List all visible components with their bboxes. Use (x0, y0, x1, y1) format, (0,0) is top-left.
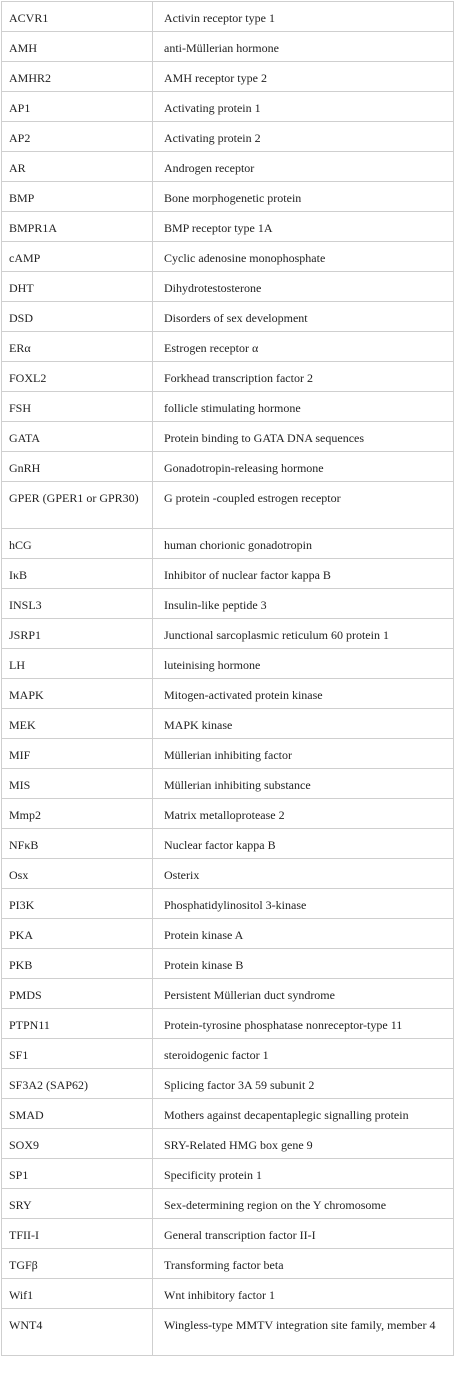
table-row (2, 529, 454, 559)
definition-cell: Splicing factor 3A 59 subunit 2 (153, 1069, 454, 1099)
table-row (2, 62, 454, 92)
definition-cell: Müllerian inhibiting factor (153, 739, 454, 769)
table-row (2, 1099, 454, 1129)
abbreviation-cell: BMP (2, 182, 153, 212)
definition-cell: Persistent Müllerian duct syndrome (153, 979, 454, 1009)
table-row (2, 679, 454, 709)
definition-cell: BMP receptor type 1A (153, 212, 454, 242)
table-row (2, 799, 454, 829)
definition-cell: Estrogen receptor α (153, 332, 454, 362)
definition-cell: Activating protein 2 (153, 122, 454, 152)
table-row (2, 1279, 454, 1309)
abbreviations-table-body (2, 2, 454, 1356)
definition-cell: Cyclic adenosine monophosphate (153, 242, 454, 272)
table-row (2, 212, 454, 242)
definition-cell: Insulin-like peptide 3 (153, 589, 454, 619)
abbreviation-cell: AP1 (2, 92, 153, 122)
abbreviation-cell: SF1 (2, 1039, 153, 1069)
definition-cell: Wnt inhibitory factor 1 (153, 1279, 454, 1309)
abbreviation-cell: Wif1 (2, 1279, 153, 1309)
table-row (2, 152, 454, 182)
definition-cell: luteinising hormone (153, 649, 454, 679)
abbreviation-cell: INSL3 (2, 589, 153, 619)
table-row (2, 422, 454, 452)
definition-cell: Protein kinase B (153, 949, 454, 979)
definition-cell: Disorders of sex development (153, 302, 454, 332)
definition-cell: Specificity protein 1 (153, 1159, 454, 1189)
definition-cell: Mothers against decapentaplegic signalling protein (153, 1099, 454, 1129)
abbreviation-cell: WNT4 (2, 1309, 153, 1356)
table-row (2, 452, 454, 482)
table-row (2, 482, 454, 529)
abbreviation-cell: SMAD (2, 1099, 153, 1129)
abbreviation-cell: AMHR2 (2, 62, 153, 92)
table-row (2, 332, 454, 362)
table-row (2, 302, 454, 332)
abbreviation-cell: IκB (2, 559, 153, 589)
abbreviation-cell: MIS (2, 769, 153, 799)
abbreviation-cell: cAMP (2, 242, 153, 272)
definition-cell: follicle stimulating hormone (153, 392, 454, 422)
table-row (2, 182, 454, 212)
table-row (2, 1009, 454, 1039)
definition-cell: Wingless-type MMTV integration site family, member 4 (153, 1309, 454, 1356)
table-row (2, 709, 454, 739)
definition-cell: Inhibitor of nuclear factor kappa B (153, 559, 454, 589)
definition-cell: Mitogen-activated protein kinase (153, 679, 454, 709)
table-row (2, 122, 454, 152)
abbreviation-cell: ERα (2, 332, 153, 362)
definition-cell: Dihydrotestosterone (153, 272, 454, 302)
table-row (2, 1039, 454, 1069)
table-row (2, 889, 454, 919)
abbreviation-cell: TGFβ (2, 1249, 153, 1279)
abbreviation-cell: hCG (2, 529, 153, 559)
abbreviation-cell: GATA (2, 422, 153, 452)
abbreviation-cell: Osx (2, 859, 153, 889)
table-row (2, 829, 454, 859)
table-row (2, 1219, 454, 1249)
definition-cell: Müllerian inhibiting substance (153, 769, 454, 799)
table-row (2, 92, 454, 122)
table-row (2, 769, 454, 799)
table-row (2, 1189, 454, 1219)
abbreviation-cell: GPER (GPER1 or GPR30) (2, 482, 153, 529)
abbreviation-cell: GnRH (2, 452, 153, 482)
abbreviation-cell: MAPK (2, 679, 153, 709)
definition-cell: Protein kinase A (153, 919, 454, 949)
table-row (2, 649, 454, 679)
definition-cell: human chorionic gonadotropin (153, 529, 454, 559)
abbreviation-cell: SF3A2 (SAP62) (2, 1069, 153, 1099)
definition-cell: Osterix (153, 859, 454, 889)
table-row (2, 2, 454, 32)
table-row (2, 619, 454, 649)
definition-cell: Forkhead transcription factor 2 (153, 362, 454, 392)
abbreviation-cell: NFκB (2, 829, 153, 859)
definition-cell: Sex-determining region on the Y chromosome (153, 1189, 454, 1219)
abbreviation-cell: FOXL2 (2, 362, 153, 392)
table-row (2, 392, 454, 422)
table-row (2, 272, 454, 302)
abbreviation-cell: MIF (2, 739, 153, 769)
definition-cell: G protein -coupled estrogen receptor (153, 482, 454, 529)
definition-cell: anti-Müllerian hormone (153, 32, 454, 62)
definition-cell: Androgen receptor (153, 152, 454, 182)
table-row (2, 362, 454, 392)
abbreviation-cell: FSH (2, 392, 153, 422)
abbreviations-table (1, 1, 454, 1356)
table-row (2, 919, 454, 949)
table-row (2, 1129, 454, 1159)
definition-cell: Activating protein 1 (153, 92, 454, 122)
abbreviation-cell: SOX9 (2, 1129, 153, 1159)
definition-cell: Nuclear factor kappa B (153, 829, 454, 859)
definition-cell: Protein-tyrosine phosphatase nonreceptor-type 11 (153, 1009, 454, 1039)
table-row (2, 1069, 454, 1099)
abbreviation-cell: Mmp2 (2, 799, 153, 829)
definition-cell: Gonadotropin-releasing hormone (153, 452, 454, 482)
abbreviation-cell: ACVR1 (2, 2, 153, 32)
table-row (2, 32, 454, 62)
table-row (2, 559, 454, 589)
table-row (2, 242, 454, 272)
table-row (2, 949, 454, 979)
table-row (2, 589, 454, 619)
table-row (2, 1309, 454, 1356)
abbreviation-cell: SP1 (2, 1159, 153, 1189)
definition-cell: Activin receptor type 1 (153, 2, 454, 32)
abbreviation-cell: TFII-I (2, 1219, 153, 1249)
definition-cell: Junctional sarcoplasmic reticulum 60 protein 1 (153, 619, 454, 649)
table-row (2, 979, 454, 1009)
abbreviation-cell: AMH (2, 32, 153, 62)
table-row (2, 859, 454, 889)
definition-cell: AMH receptor type 2 (153, 62, 454, 92)
abbreviation-cell: BMPR1A (2, 212, 153, 242)
abbreviation-cell: LH (2, 649, 153, 679)
abbreviation-cell: AP2 (2, 122, 153, 152)
definition-cell: Bone morphogenetic protein (153, 182, 454, 212)
abbreviation-cell: PKB (2, 949, 153, 979)
abbreviation-cell: PMDS (2, 979, 153, 1009)
abbreviation-cell: MEK (2, 709, 153, 739)
abbreviation-cell: PKA (2, 919, 153, 949)
abbreviation-cell: SRY (2, 1189, 153, 1219)
table-row (2, 739, 454, 769)
abbreviation-cell: AR (2, 152, 153, 182)
definition-cell: SRY-Related HMG box gene 9 (153, 1129, 454, 1159)
definition-cell: Protein binding to GATA DNA sequences (153, 422, 454, 452)
definition-cell: Phosphatidylinositol 3-kinase (153, 889, 454, 919)
table-row (2, 1159, 454, 1189)
definition-cell: MAPK kinase (153, 709, 454, 739)
abbreviation-cell: PI3K (2, 889, 153, 919)
abbreviation-cell: JSRP1 (2, 619, 153, 649)
abbreviation-cell: PTPN11 (2, 1009, 153, 1039)
abbreviations-table-container (1, 1, 453, 1356)
table-row (2, 1249, 454, 1279)
definition-cell: General transcription factor II-I (153, 1219, 454, 1249)
abbreviation-cell: DHT (2, 272, 153, 302)
definition-cell: Transforming factor beta (153, 1249, 454, 1279)
definition-cell: steroidogenic factor 1 (153, 1039, 454, 1069)
abbreviation-cell: DSD (2, 302, 153, 332)
definition-cell: Matrix metalloprotease 2 (153, 799, 454, 829)
